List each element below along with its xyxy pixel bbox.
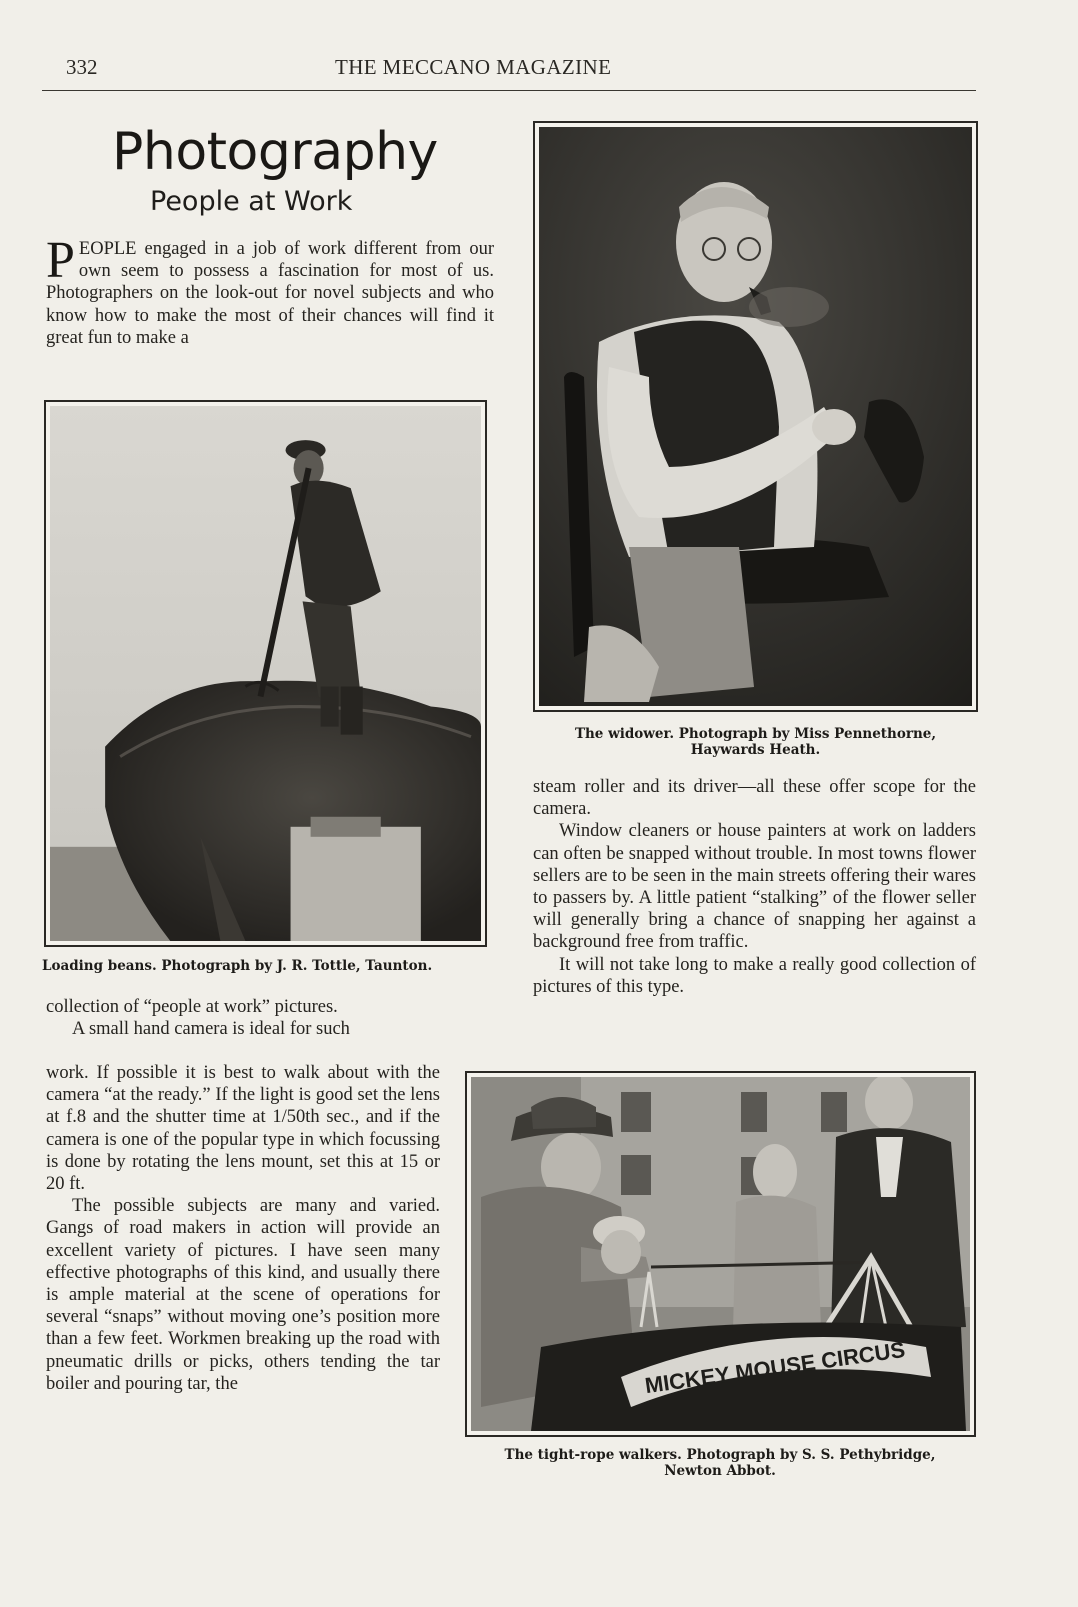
caption-loading-beans: Loading beans. Photograph by J. R. Tottle, Taunton. [42, 958, 433, 974]
header-rule [42, 90, 976, 91]
column1-narrow [46, 1062, 440, 1395]
running-header: THE MECCANO MAGAZINE [335, 55, 612, 79]
caption-circus-line2: Newton Abbot. [664, 1463, 776, 1479]
column1-para3: The possible subjects are many and varied. Gangs of road makers in action will provide an excellent variety of pictures. I have seen many effective photographs of this kind, and usually there is ample material at the scene of operations for several “snaps” without moving one’s position more than a few feet. Workmen breaking up the road with pneumatic drills or picks, others tending the tar boiler and pouring tar, the [46, 1196, 440, 1394]
column2-para2: Window cleaners or house painters at work on ladders can often be snapped without trouble. In most towns flower sellers are to be seen in the main streets offering their wares to passers by. A little patient “stalking” of the flower seller will generally bring a chance of snapping her against a background free from traffic. [533, 821, 976, 953]
caption-circus-line1: The tight-rope walkers. Photograph by S. S. Pethybridge, [504, 1447, 936, 1463]
column1-continued-text: collection of “people at work” pictures. [46, 997, 338, 1017]
article-subtitle: People at Work [150, 186, 353, 217]
photo-loading-beans [44, 400, 487, 947]
page-number: 332 [66, 55, 98, 79]
column2-continued: steam roller and its driver—all these offer scope for the camera. [533, 777, 976, 820]
caption-widower [533, 726, 978, 758]
column1-continued [46, 996, 492, 1040]
caption-widower-line1: The widower. Photograph by Miss Pennethorne, [574, 726, 937, 742]
photo-widower [533, 121, 978, 712]
article-title: Photography [112, 122, 438, 182]
circus-sign-text: MICKEY MOUSE CIRCUS [643, 1336, 907, 1399]
loading-beans-image [50, 406, 481, 941]
column1-para2-rest: work. If possible it is best to walk about with the camera “at the ready.” If the light is good set the lens at f.8 and the shutter time at 1/50th sec., and if the camera is one of the popular type in which focussing is done by rotating the lens mount, set this at 15 or 20 ft. [46, 1063, 440, 1195]
widower-image [539, 127, 972, 706]
caption-tight-rope-walkers [462, 1447, 978, 1479]
intro-text: EOPLE engaged in a job of work different from our own seem to possess a fascination for most of us. Photographers on the look-out for novel subjects and who know how to make the most of their chances will find it great fun to make a [46, 239, 494, 348]
caption-widower-line2: Haywards Heath. [690, 742, 821, 758]
intro-paragraph [46, 232, 494, 349]
column1-para2-start: A small hand camera is ideal for such [72, 1019, 350, 1040]
photo-tight-rope-walkers [465, 1071, 976, 1437]
tight-rope-walkers-image [471, 1077, 970, 1431]
column2-para3: It will not take long to make a really good collection of pictures of this type. [533, 954, 976, 997]
column2-text [533, 776, 976, 998]
drop-cap: P [46, 232, 75, 289]
